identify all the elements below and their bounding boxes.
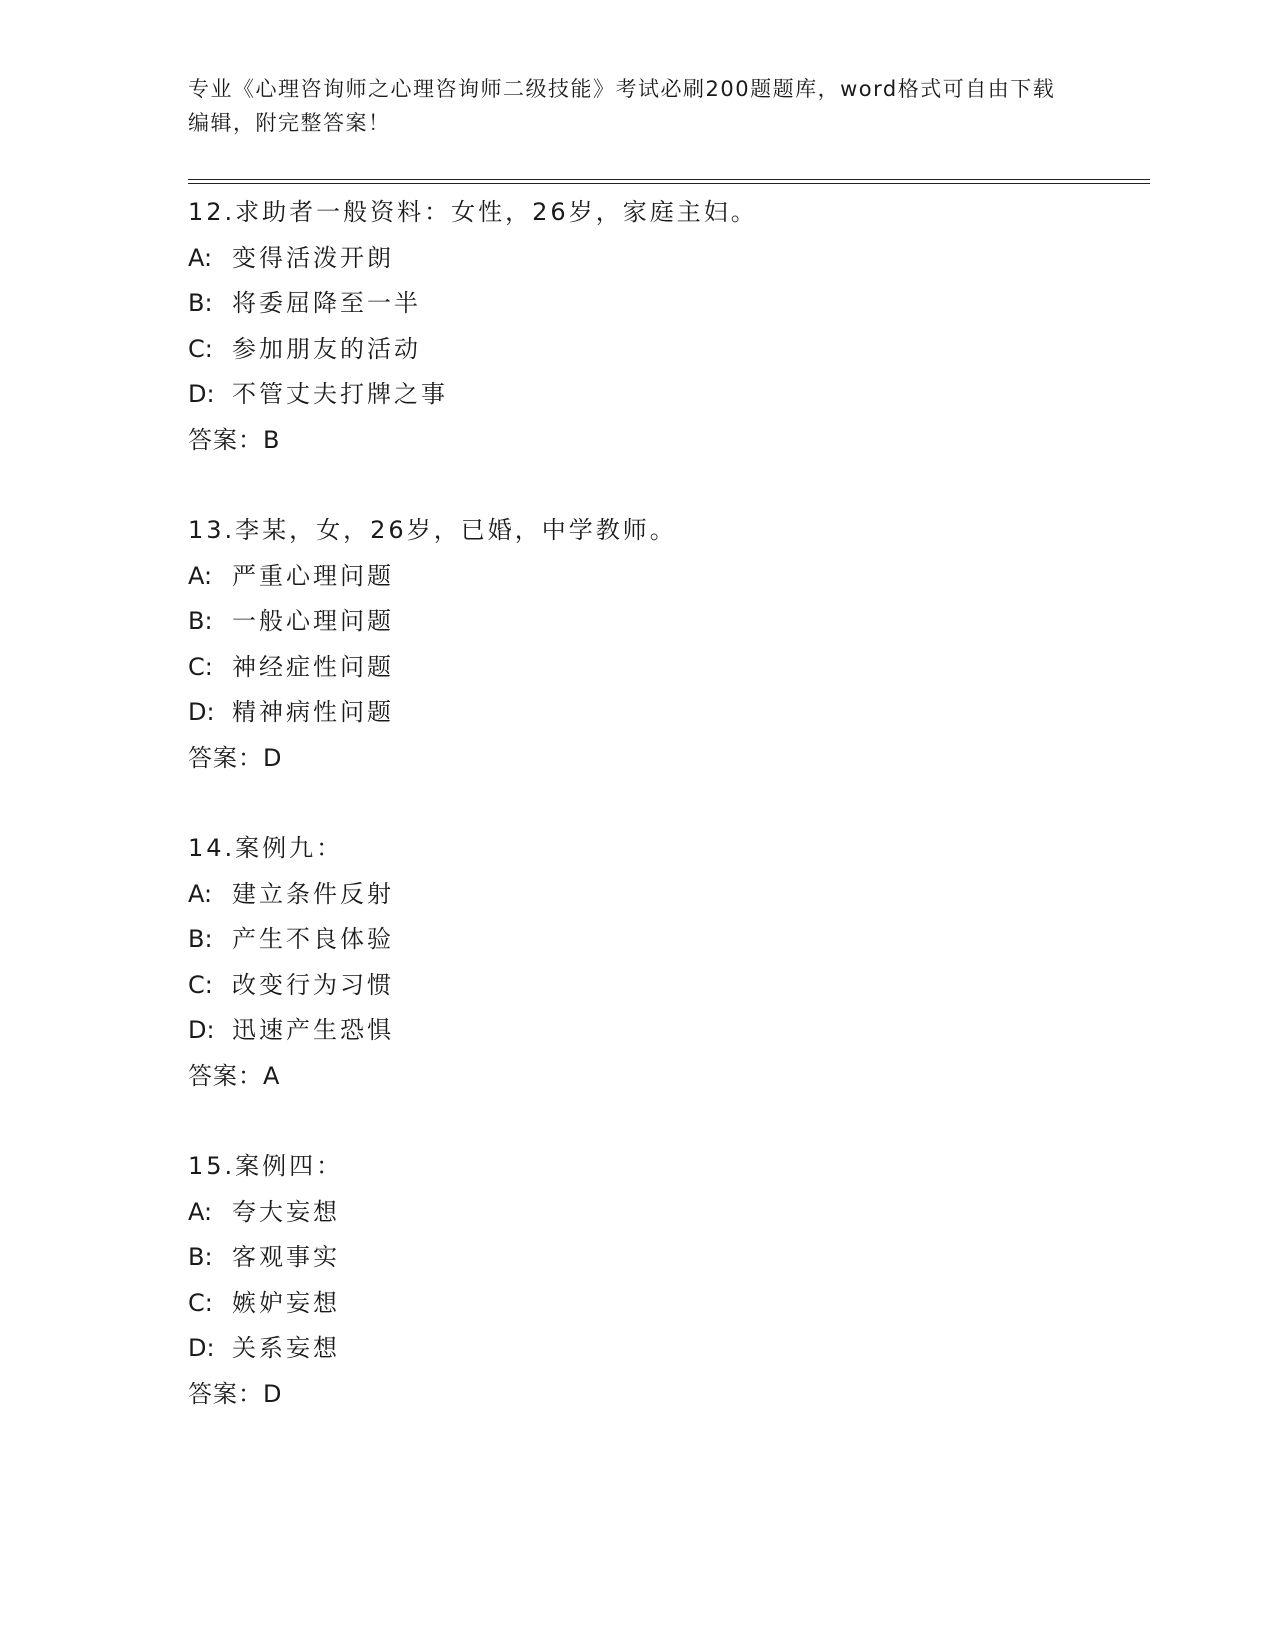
option-letter: B: [188, 607, 213, 635]
document-header: 专业《心理咨询师之心理咨询师二级技能》考试必刷200题题库，word格式可自由下载编辑，附完整答案！ [188, 77, 1056, 135]
option-text: 一般心理问题 [232, 607, 394, 635]
question-15 [188, 1144, 1148, 1417]
option-letter: A: [188, 1197, 213, 1226]
option-text: 关系妄想 [232, 1334, 340, 1362]
option-text: 客观事实 [232, 1243, 340, 1271]
option-letter: B: [188, 925, 213, 953]
question-stem: 13.李某，女，26岁，已婚，中学教师。 [188, 516, 677, 544]
option-c [188, 327, 1148, 373]
option-text: 不管丈夫打牌之事 [232, 380, 448, 408]
option-b [188, 917, 1148, 963]
answer-line: 答案：A [188, 1061, 281, 1090]
option-d [188, 1326, 1148, 1372]
answer-line: 答案：D [188, 1379, 283, 1408]
option-b [188, 1235, 1148, 1281]
option-text: 嫉妒妄想 [232, 1288, 340, 1317]
option-letter: D: [188, 1334, 215, 1362]
option-letter: A: [188, 561, 213, 590]
answer-line: 答案：B [188, 425, 281, 454]
option-letter: A: [188, 243, 213, 272]
option-d [188, 690, 1148, 736]
question-list [188, 190, 1148, 1462]
option-letter: C: [188, 652, 213, 681]
option-a [188, 872, 1148, 918]
option-a [188, 554, 1148, 600]
option-b [188, 281, 1148, 327]
option-letter: B: [188, 1243, 213, 1271]
question-14 [188, 826, 1148, 1099]
option-letter: C: [188, 334, 213, 363]
option-letter: A: [188, 879, 213, 908]
option-letter: D: [188, 380, 215, 408]
option-text: 精神病性问题 [232, 698, 394, 726]
option-text: 夸大妄想 [232, 1197, 340, 1226]
option-d [188, 372, 1148, 418]
question-stem: 12.求助者一般资料：女性，26岁，家庭主妇。 [188, 198, 758, 226]
option-letter: D: [188, 1016, 215, 1044]
option-text: 神经症性问题 [232, 652, 394, 681]
option-b [188, 599, 1148, 645]
question-13 [188, 508, 1148, 781]
option-d [188, 1008, 1148, 1054]
option-text: 产生不良体验 [232, 925, 394, 953]
option-text: 参加朋友的活动 [232, 334, 421, 363]
option-text: 严重心理问题 [232, 561, 394, 590]
option-letter: D: [188, 698, 215, 726]
question-stem: 14.案例九： [188, 834, 344, 862]
header-divider [188, 179, 1150, 184]
option-text: 变得活泼开朗 [232, 243, 394, 272]
option-c [188, 1281, 1148, 1327]
option-a [188, 236, 1148, 282]
option-c [188, 963, 1148, 1009]
option-text: 建立条件反射 [232, 879, 394, 908]
option-letter: C: [188, 1288, 213, 1317]
option-text: 迅速产生恐惧 [232, 1016, 394, 1044]
question-12 [188, 190, 1148, 463]
option-text: 改变行为习惯 [232, 970, 394, 999]
option-c [188, 645, 1148, 691]
option-text: 将委屈降至一半 [232, 289, 421, 317]
option-a [188, 1190, 1148, 1236]
answer-line: 答案：D [188, 743, 283, 772]
option-letter: C: [188, 970, 213, 999]
question-stem: 15.案例四： [188, 1152, 344, 1180]
option-letter: B: [188, 289, 213, 317]
